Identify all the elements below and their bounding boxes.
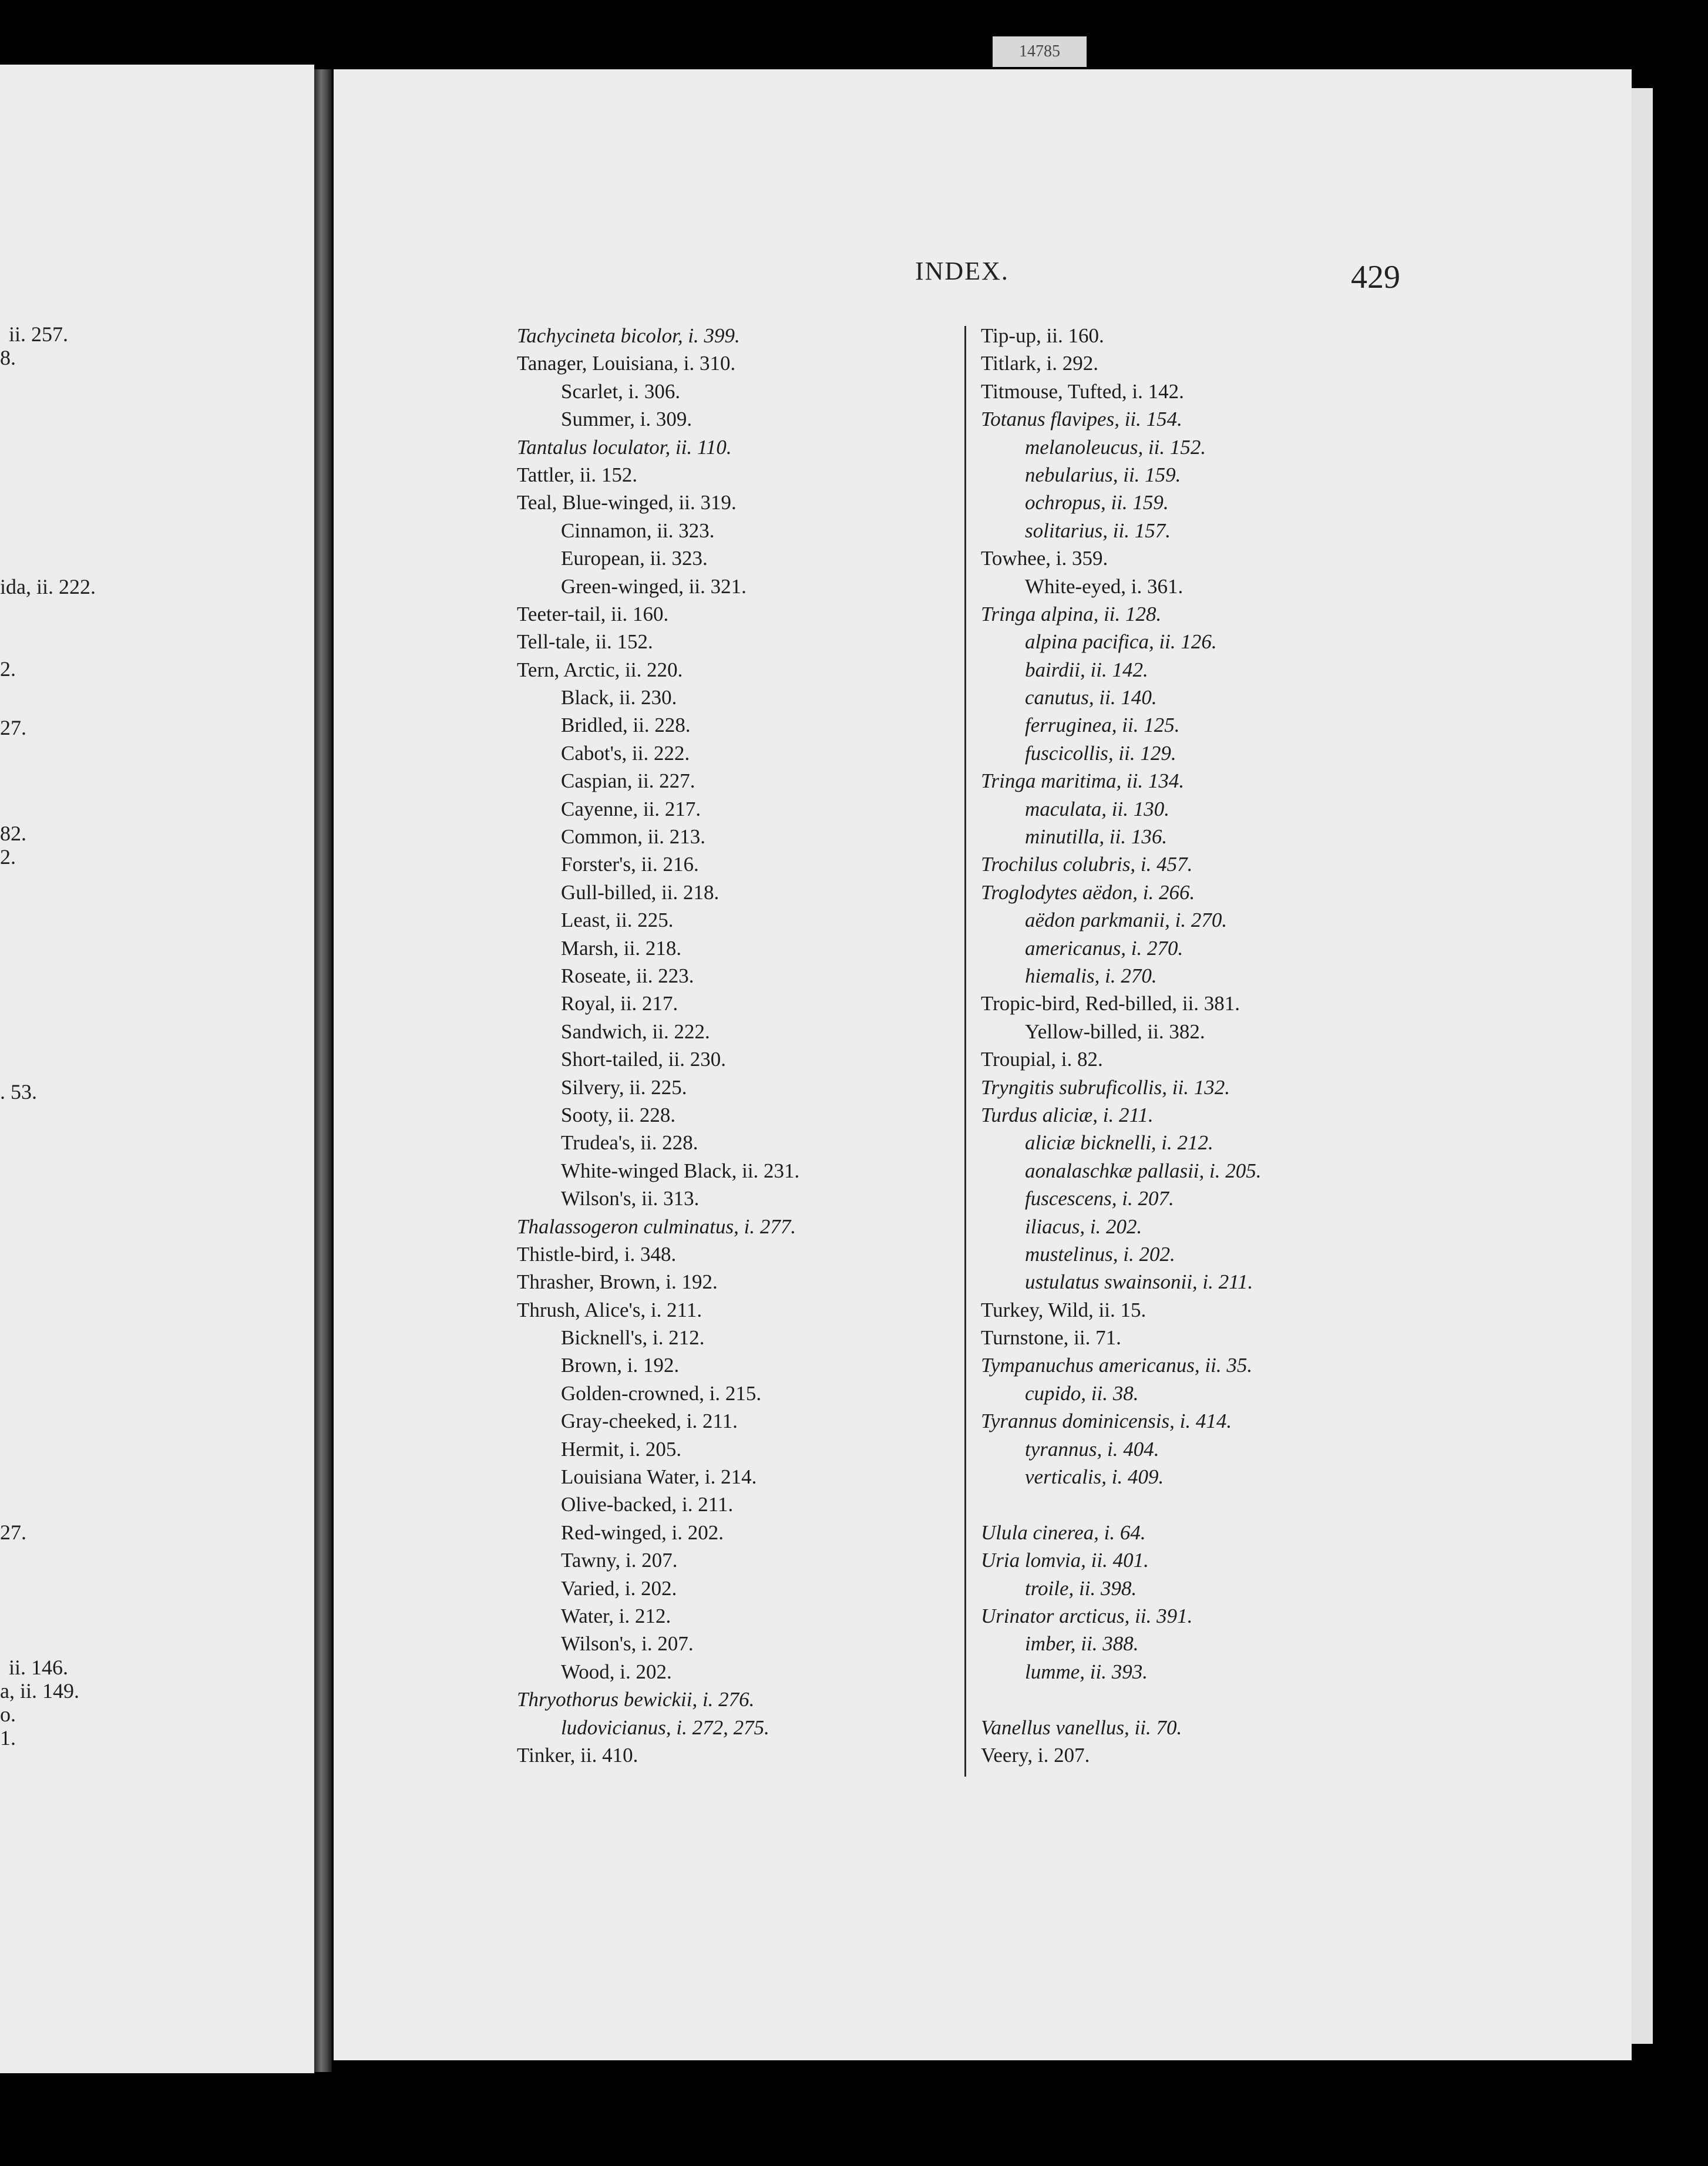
index-entry: Troglodytes aëdon, i. 266. [981, 880, 1195, 904]
index-subentry: hiemalis, i. 270. [1025, 964, 1157, 987]
left-page-fragment: ida, ii. 222. [0, 575, 96, 598]
index-subentry: Wilson's, ii. 313. [561, 1187, 700, 1210]
index-subentry: ustulatus swainsonii, i. 211. [1025, 1270, 1253, 1294]
index-entry: Turkey, Wild, ii. 15. [981, 1298, 1146, 1321]
index-entry: Thrasher, Brown, i. 192. [517, 1270, 718, 1294]
index-entry: Vanellus vanellus, ii. 70. [981, 1716, 1182, 1739]
left-page-fragment: ii. 257. [9, 322, 69, 346]
index-entry [981, 1491, 1404, 1518]
index-subentry: Tawny, i. 207. [561, 1549, 678, 1572]
index-entry: Veery, i. 207. [981, 1743, 1090, 1767]
index-entry: Tell-tale, ii. 152. [517, 630, 653, 654]
index-subentry: Brown, i. 192. [561, 1354, 680, 1377]
index-entry: Tip-up, ii. 160. [981, 324, 1104, 347]
index-entry [981, 1686, 1404, 1713]
index-subentry: troile, ii. 398. [1025, 1576, 1137, 1600]
index-subentry: Least, ii. 225. [561, 909, 674, 932]
index-entry: Towhee, i. 359. [981, 547, 1108, 570]
index-entry: Tringa alpina, ii. 128. [981, 602, 1162, 625]
index-subentry: Hermit, i. 205. [561, 1437, 682, 1461]
index-subentry: Royal, ii. 217. [561, 992, 678, 1015]
library-stamp: 14785 [993, 36, 1087, 67]
left-page-fragment: 1. [0, 1726, 16, 1750]
left-page-fragment: ii. 146. [9, 1656, 69, 1679]
left-page-fragment: 8. [0, 346, 16, 369]
index-subentry: Forster's, ii. 216. [561, 853, 699, 876]
index-entry: Tyrannus dominicensis, i. 414. [981, 1410, 1232, 1433]
index-subentry: Marsh, ii. 218. [561, 936, 682, 960]
index-entry: Tympanuchus americanus, ii. 35. [981, 1354, 1253, 1377]
index-entry: Uria lomvia, ii. 401. [981, 1549, 1149, 1572]
left-page-fragment: 2. [0, 657, 16, 681]
index-entry: Turdus aliciæ, i. 211. [981, 1103, 1154, 1126]
index-subentry: Golden-crowned, i. 215. [561, 1381, 762, 1405]
page-edge [1632, 88, 1653, 2044]
index-entry: Thalassogeron culminatus, i. 277. [517, 1215, 796, 1238]
index-subentry: Common, ii. 213. [561, 825, 705, 849]
index-entry: Titlark, i. 292. [981, 352, 1098, 375]
index-entry: Ulula cinerea, i. 64. [981, 1521, 1146, 1544]
index-entry: Turnstone, ii. 71. [981, 1326, 1121, 1350]
index-subentry: ludovicianus, i. 272, 275. [561, 1716, 769, 1739]
index-subentry: Water, i. 212. [561, 1604, 671, 1627]
index-entry: Trochilus colubris, i. 457. [981, 853, 1193, 876]
index-subentry: maculata, ii. 130. [1025, 797, 1169, 820]
index-subentry: mustelinus, i. 202. [1025, 1242, 1175, 1266]
index-subentry: Gull-billed, ii. 218. [561, 880, 719, 904]
left-page-fragment: a, ii. 149. [0, 1679, 79, 1703]
index-subentry: European, ii. 323. [561, 547, 708, 570]
index-subentry: Trudea's, ii. 228. [561, 1131, 698, 1155]
index-subentry: Sandwich, ii. 222. [561, 1020, 710, 1043]
index-entry: Tantalus loculator, ii. 110. [517, 435, 732, 459]
index-entry: Tropic-bird, Red-billed, ii. 381. [981, 992, 1240, 1015]
left-page-fragment: 27. [0, 1521, 26, 1544]
index-entry: Tryngitis subruficollis, ii. 132. [981, 1075, 1230, 1099]
index-subentry: Short-tailed, ii. 230. [561, 1048, 726, 1071]
left-page-fragment: 82. [0, 822, 26, 845]
index-subentry: Gray-cheeked, i. 211. [561, 1410, 738, 1433]
index-subentry: Cinnamon, ii. 323. [561, 519, 715, 542]
index-subentry: fuscescens, i. 207. [1025, 1187, 1174, 1210]
column-divider [964, 326, 966, 1777]
index-subentry: tyrannus, i. 404. [1025, 1437, 1159, 1461]
index-subentry: Cayenne, ii. 217. [561, 797, 701, 820]
index-entry: Tattler, ii. 152. [517, 463, 638, 486]
index-subentry: aliciæ bicknelli, i. 212. [1025, 1131, 1213, 1155]
index-subentry: bairdii, ii. 142. [1025, 658, 1148, 681]
index-subentry: Bicknell's, i. 212. [561, 1326, 705, 1350]
index-subentry: White-winged Black, ii. 231. [561, 1159, 800, 1182]
left-page-fragment: . 53. [0, 1080, 37, 1104]
page-heading: INDEX. [915, 257, 1009, 285]
index-subentry: White-eyed, i. 361. [1025, 574, 1184, 598]
index-subentry: cupido, ii. 38. [1025, 1381, 1139, 1405]
index-subentry: Roseate, ii. 223. [561, 964, 694, 987]
index-entry: Tern, Arctic, ii. 220. [517, 658, 683, 681]
index-subentry: ferruginea, ii. 125. [1025, 714, 1180, 737]
index-subentry: Red-winged, i. 202. [561, 1521, 724, 1544]
index-subentry: Scarlet, i. 306. [561, 379, 681, 403]
index-entry: Urinator arcticus, ii. 391. [981, 1604, 1193, 1627]
index-entry: Tinker, ii. 410. [517, 1743, 638, 1767]
index-subentry: aonalaschkæ pallasii, i. 205. [1025, 1159, 1262, 1182]
index-entry: Tanager, Louisiana, i. 310. [517, 352, 736, 375]
page-number: 429 [1351, 259, 1400, 295]
index-subentry: Silvery, ii. 225. [561, 1075, 687, 1099]
index-subentry: Wilson's, i. 207. [561, 1632, 694, 1656]
index-subentry: imber, ii. 388. [1025, 1632, 1139, 1656]
index-subentry: minutilla, ii. 136. [1025, 825, 1168, 849]
index-entry: Thryothorus bewickii, i. 276. [517, 1688, 755, 1711]
left-page-fragment: o. [0, 1703, 16, 1726]
index-subentry: Caspian, ii. 227. [561, 769, 695, 793]
index-entry: Totanus flavipes, ii. 154. [981, 408, 1182, 431]
index-subentry: Yellow-billed, ii. 382. [1025, 1020, 1205, 1043]
index-entry: Teeter-tail, ii. 160. [517, 602, 669, 625]
index-subentry: americanus, i. 270. [1025, 936, 1184, 960]
index-subentry: Green-winged, ii. 321. [561, 574, 747, 598]
index-subentry: solitarius, ii. 157. [1025, 519, 1171, 542]
index-entry: Tachycineta bicolor, i. 399. [517, 324, 740, 347]
left-page-fragment: 27. [0, 716, 26, 739]
index-subentry: lumme, ii. 393. [1025, 1660, 1148, 1683]
book-spine [314, 69, 332, 2072]
index-subentry: Olive-backed, i. 211. [561, 1493, 734, 1516]
index-subentry: Wood, i. 202. [561, 1660, 672, 1683]
index-subentry: nebularius, ii. 159. [1025, 463, 1181, 486]
index-subentry: fuscicollis, ii. 129. [1025, 741, 1176, 765]
index-subentry: ochropus, ii. 159. [1025, 491, 1169, 514]
index-subentry: canutus, ii. 140. [1025, 686, 1157, 709]
index-entry: Tringa maritima, ii. 134. [981, 769, 1185, 793]
index-subentry: Sooty, ii. 228. [561, 1103, 676, 1126]
index-entry: Troupial, i. 82. [981, 1048, 1103, 1071]
index-entry: Thrush, Alice's, i. 211. [517, 1298, 702, 1321]
left-facing-page [0, 65, 314, 2073]
index-column-right [981, 322, 1404, 1769]
index-entry: Thistle-bird, i. 348. [517, 1242, 677, 1266]
left-page-fragment: 2. [0, 845, 16, 869]
index-subentry: Summer, i. 309. [561, 408, 692, 431]
index-subentry: Cabot's, ii. 222. [561, 741, 690, 765]
index-subentry: Black, ii. 230. [561, 686, 677, 709]
index-entry: Teal, Blue-winged, ii. 319. [517, 491, 737, 514]
index-subentry: Bridled, ii. 228. [561, 714, 691, 737]
index-subentry: Louisiana Water, i. 214. [561, 1465, 757, 1489]
index-subentry: aëdon parkmanii, i. 270. [1025, 909, 1228, 932]
index-subentry: iliacus, i. 202. [1025, 1215, 1142, 1238]
index-column-left [517, 322, 940, 1769]
index-subentry: Varied, i. 202. [561, 1576, 677, 1600]
index-subentry: alpina pacifica, ii. 126. [1025, 630, 1217, 654]
index-subentry: melanoleucus, ii. 152. [1025, 435, 1206, 459]
index-entry: Titmouse, Tufted, i. 142. [981, 379, 1184, 403]
index-subentry: verticalis, i. 409. [1025, 1465, 1164, 1489]
